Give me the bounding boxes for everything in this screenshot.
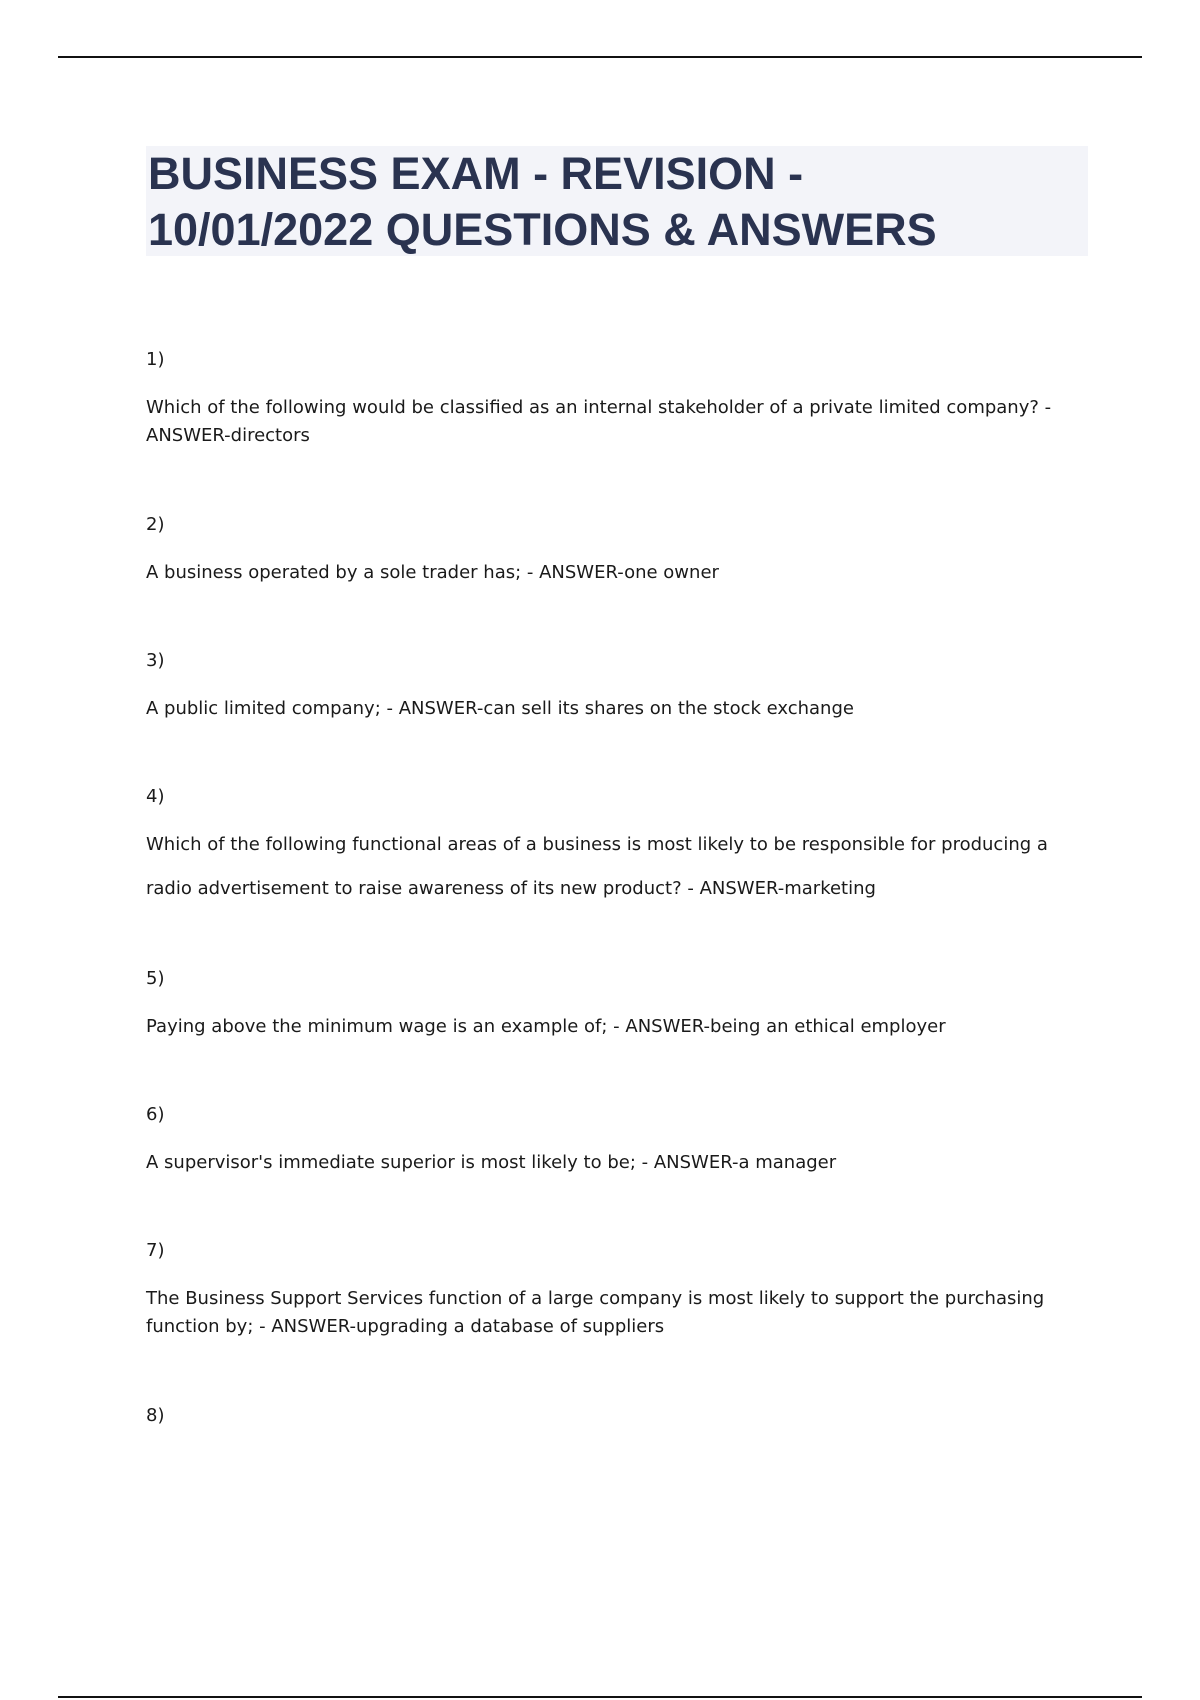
question-number: 6) (146, 1104, 165, 1125)
list-item (146, 785, 1076, 967)
question-number: 2) (146, 514, 165, 535)
top-rule (58, 56, 1142, 58)
question-answer-text: A public limited company; - ANSWER-can sell its shares on the stock exchange (146, 698, 854, 719)
title-block (146, 146, 1088, 256)
question-number: 8) (146, 1405, 165, 1426)
question-number: 7) (146, 1240, 165, 1261)
question-number: 1) (146, 349, 165, 370)
bottom-rule (58, 1696, 1142, 1698)
list-item (146, 348, 1076, 513)
list-item (146, 967, 1076, 1103)
question-answer-text: Which of the following functional areas of a business is most likely to be responsible for producing a radio advertisement to raise awareness of its new product? - ANSWER-marketing (146, 834, 1048, 899)
question-answer-text: The Business Support Services function of a large company is most likely to support the purchasing function by; - ANSWER-upgrading a database of suppliers (146, 1288, 1045, 1337)
question-answer-text: Which of the following would be classified as an internal stakeholder of a private limited company? - ANSWER-directors (146, 397, 1052, 446)
question-answer-text: A supervisor's immediate superior is most likely to be; - ANSWER-a manager (146, 1152, 837, 1173)
question-answer-text: A business operated by a sole trader has; - ANSWER-one owner (146, 562, 719, 583)
question-number: 3) (146, 650, 165, 671)
question-list (146, 348, 1076, 1450)
list-item (146, 1404, 1076, 1428)
list-item (146, 1239, 1076, 1404)
list-item (146, 1103, 1076, 1239)
list-item (146, 513, 1076, 649)
page-title: BUSINESS EXAM - REVISION - 10/01/2022 QUESTIONS & ANSWERS (148, 148, 937, 255)
question-number: 5) (146, 968, 165, 989)
question-answer-text: Paying above the minimum wage is an example of; - ANSWER-being an ethical employer (146, 1016, 946, 1037)
list-item (146, 649, 1076, 785)
question-number: 4) (146, 786, 165, 807)
